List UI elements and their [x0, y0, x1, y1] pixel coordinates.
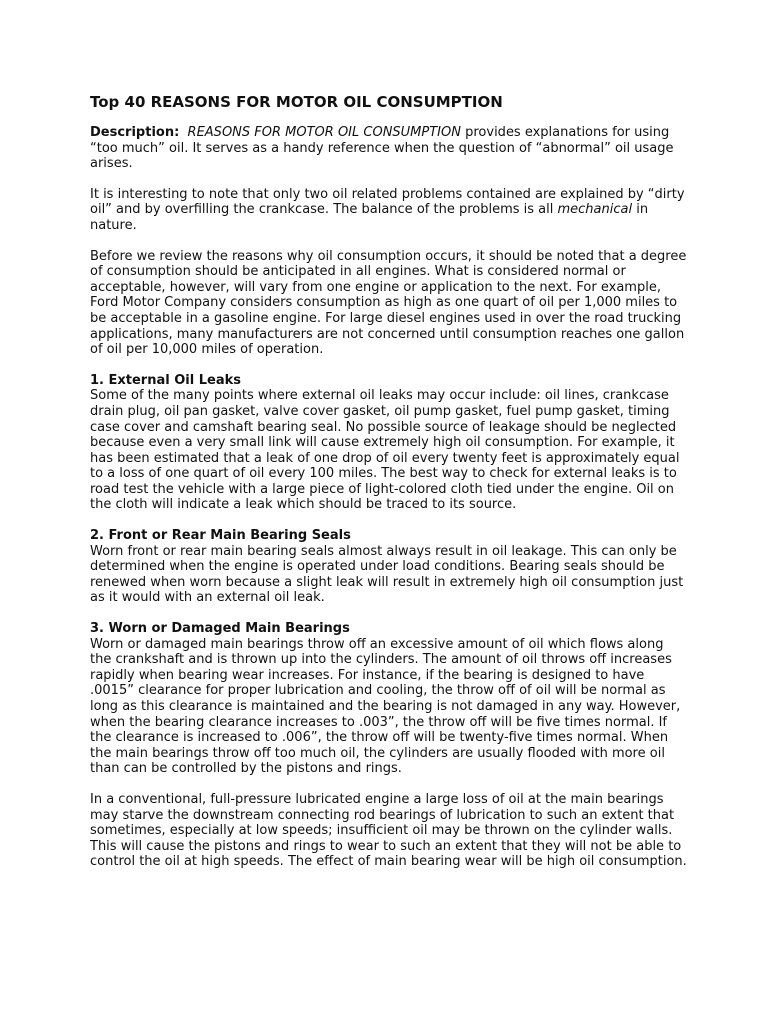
- mechanical-emphasis: mechanical: [557, 202, 633, 218]
- section-heading: 2. Front or Rear Main Bearing Seals: [90, 528, 351, 544]
- section-external-oil-leaks: [90, 373, 688, 513]
- dirty-oil-text-after: in nature.: [90, 202, 649, 233]
- consumption-intro-paragraph: Before we review the reasons why oil consumption occurs, it should be noted that a degree of consumption should be anticipated in all engines. What is considered normal or acceptable, however, will vary from one engine or application to the next. For example, Ford Motor Company considers consumption as high as one quart of oil per 1,000 miles to be acceptable in a gasoline engine. For large diesel engines used in over the road trucking applications, many manufacturers are not concerned until consumption reaches one gallon of oil per 10,000 miles of operation.: [90, 248, 687, 358]
- section-heading: 3. Worn or Damaged Main Bearings: [90, 621, 350, 637]
- section-heading: 1. External Oil Leaks: [90, 372, 241, 388]
- document-title: Top 40 REASONS FOR MOTOR OIL CONSUMPTION: [90, 93, 503, 111]
- description-italic-title: REASONS FOR MOTOR OIL CONSUMPTION: [187, 125, 461, 140]
- section-body: Some of the many points where external oil leaks may occur include: oil lines, crankcase drain plug, oil pan gasket, valve cover gasket, oil pump gasket, fuel pump gasket, timing case cover and camshaft bearing seal. No possible source of leakage should be neglected because even a very small link will cause extremely high oil consumption. For example, it has been estimated that a leak of one drop of oil every twenty feet is approximately equal to a loss of one quart of oil every 100 miles. The best way to check for external leaks is to road test the vehicle with a large piece of light-colored cloth tied under the engine. Oil on the cloth will indicate a leak which should be traced to its source.: [90, 388, 680, 513]
- section-body: Worn front or rear main bearing seals almost always result in oil leakage. This can only be determined when the engine is operated under load conditions. Bearing seals should be renewed when worn because a slight leak will result in extremely high oil consumption just as it would with an external oil leak.: [90, 543, 684, 606]
- dirty-oil-paragraph: [90, 187, 688, 234]
- section-main-bearing-seals: [90, 528, 688, 606]
- description-paragraph: [90, 125, 688, 172]
- section-main-bearings: [90, 621, 688, 777]
- description-label: Description:: [90, 125, 180, 140]
- dirty-oil-text-before: It is interesting to note that only two oil related problems contained are explained by “dirty oil” and by overfilling the crankcase. The balance of the problems is all: [90, 186, 685, 218]
- section-body: Worn or damaged main bearings throw off an excessive amount of oil which flows along the crankshaft and is thrown up into the cylinders. The amount of oil throws off increases rapidly when bearing wear increases. For instance, if the bearing is designed to have .0015” clearance for proper lubrication and cooling, the throw off of oil will be normal as long as this clearance is maintained and the bearing is not damaged in any way. However, when the bearing clearance increases to .003”, the throw off will be five times normal. If the clearance is increased to .006”, the throw off will be twenty-five times normal. When the main bearings throw off too much oil, the cylinders are usually flooded with more oil than can be controlled by the pistons and rings.: [90, 636, 681, 777]
- full-pressure-paragraph: In a conventional, full-pressure lubricated engine a large loss of oil at the main bearings may starve the downstream connecting rod bearings of lubrication to such an extent that sometimes, especially at low speeds; insufficient oil may be thrown on the cylinder walls. This will cause the pistons and rings to wear to such an extent that they will not be able to control the oil at high speeds. The effect of main bearing wear will be high oil consumption.: [90, 791, 687, 870]
- description-text: provides explanations for using “too much” oil. It serves as a handy reference when the question of “abnormal” oil usage arises.: [90, 125, 674, 172]
